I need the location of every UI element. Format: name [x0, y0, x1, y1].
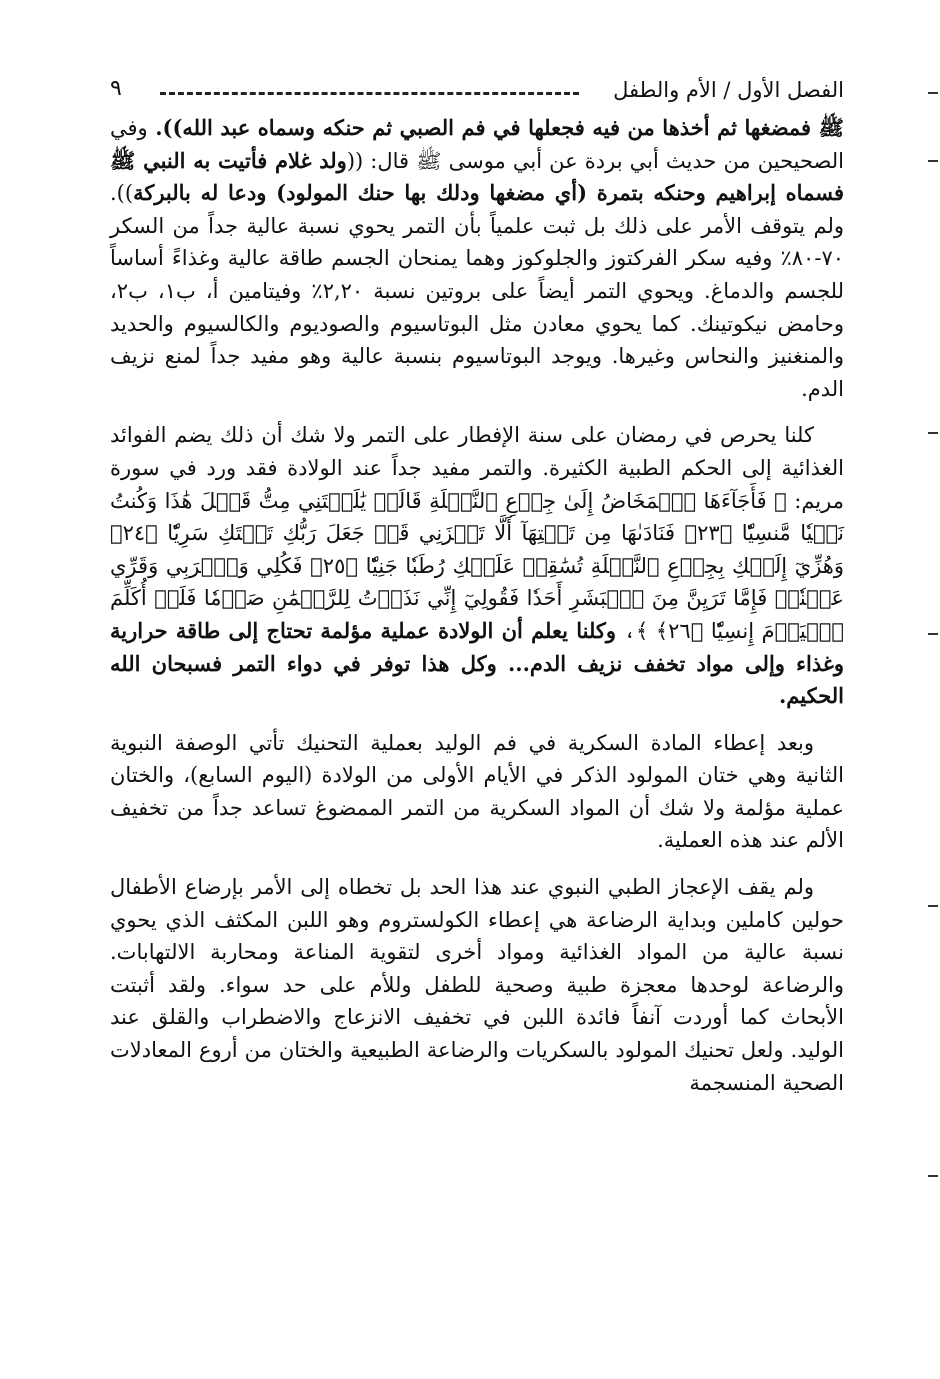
paragraph: [110, 727, 844, 857]
body-text: [110, 112, 844, 1099]
margin-mark: [928, 633, 938, 635]
book-page: [110, 72, 844, 1099]
emphasized-text: وكلنا يعلم أن الولادة عملية مؤلمة تحتاج إلى طاقة حرارية وغذاء وإلى مواد تخفف نزيف الدم... وكل هذا توفر في دواء التمر فسبحان الله الحكيم.: [110, 617, 844, 709]
body-text-span: وبعد إعطاء المادة السكرية في فم الوليد بعملية التحنيك تأتي الوصفة النبوية الثانية وهي ختان المولود الذكر في الأيام الأولى من الولادة (اليوم السابع)، والختان عملية مؤلمة ولا شك أن المواد السكرية من التمر الممضوغ تساعد جداً من تخفيف الألم عند هذه العملية.: [110, 730, 844, 853]
hadith-text: ﷺ فمضغها ثم أخذها من فيه فجعلها في فم الصبي ثم حنكه وسماه عبد الله)).: [147, 115, 844, 140]
body-text-span: وفي الصحيحين من حديث أبي بردة عن أبي موسى ﷺ قال: ((: [110, 116, 844, 173]
margin-mark: [928, 92, 938, 94]
dotted-leader: [160, 92, 579, 95]
page-number: ٩: [110, 76, 122, 101]
quran-verse: ﴿ فَأَجَآءَهَا ٱلۡمَخَاضُ إِلَىٰ جِذۡعِ ٱلنَّخۡلَةِ قَالَتۡ يَٰلَيۡتَنِي مِتُّ قَبۡلَ هَٰذَا وَكُنتُ نَسۡيٗا مَّنسِيّٗا ﴿٢٣﴾ فَنَادَىٰهَا مِن تَحۡتِهَآ أَلَّا تَحۡزَنِي قَدۡ جَعَلَ رَبُّكِ تَحۡتَكِ سَرِيّٗا ﴿٢٤﴾ وَهُزِّيٓ إِلَيۡكِ بِجِذۡعِ ٱلنَّخۡلَةِ تُسَٰقِطۡ عَلَيۡكِ رُطَبٗا جَنِيّٗا ﴿٢٥﴾ فَكُلِي وَٱشۡرَبِي وَقَرِّي عَيۡنٗاۖ فَإِمَّا تَرَيِنَّ مِنَ ٱلۡبَشَرِ أَحَدٗا فَقُولِيٓ إِنِّي نَذَرۡتُ لِلرَّحۡمَٰنِ صَوۡمٗا فَلَنۡ أُكَلِّمَ ٱلۡيَوۡمَ إِنسِيّٗا ﴿٢٦﴾ ﴾: [110, 488, 845, 643]
body-text-span: كلنا يحرص في رمضان على سنة الإفطار على التمر ولا شك أن ذلك يضم الفوائد الغذائية إلى الحكم الطبية الكثيرة. والتمر مفيد جداً عند الولادة فقد ورد في سورة مريم:: [110, 423, 844, 513]
margin-mark: [928, 160, 938, 162]
margin-mark: [928, 1175, 938, 1177]
paragraph: [110, 112, 844, 405]
chapter-title: الفصل الأول / الأم والطفل: [613, 78, 844, 102]
body-text-span: ولم يقف الإعجاز الطبي النبوي عند هذا الحد بل تخطاه إلى الأمر بإرضاع الأطفال حولين كاملين وبداية الرضاعة هي إعطاء الكولستروم وهو اللبن المكثف الذي يحوي نسبة عالية من المواد الغذائية ومواد أخرى لتقوية المناعة ومحاربة الالتهابات. والرضاعة لوحدها معجزة طبية وصحية للطفل وللأم على حد سواء. ولقد أثبتت الأبحاث كما أوردت آنفاً فائدة اللبن في تخفيف الانزعاج والاضطراب والقلق عند الوليد. ولعل تحنيك المولود بالسكريات والرضاعة الطبيعية والختان من أروع المعادلات الصحية المنسجمة: [110, 875, 844, 1095]
paragraph: [110, 871, 844, 1099]
body-text-span: )). ولم يتوقف الأمر على ذلك بل ثبت علمياً بأن التمر يحوي نسبة عالية جداً من السكر ٧٠-٨٠٪ وفيه سكر الفركتوز والجلوكوز وهما يمنحان الجسم طاقة عالية وغذاءً أساساً للجسم والدماغ. ويحوي التمر أيضاً على بروتين نسبة ٢,٢٠٪ وفيتامين أ، ب١، ب٢، وحامض نيكوتينك. كما يحوي معادن مثل البوتاسيوم والصوديوم والكالسيوم والحديد والمنغنيز والنحاس وغيرها. ويوجد البوتاسيوم بنسبة عالية وهو مفيد جداً لمنع نزيف الدم.: [110, 181, 844, 401]
margin-mark: [928, 432, 938, 434]
margin-mark: [928, 905, 938, 907]
body-text-span: ،: [616, 618, 636, 643]
paragraph: [110, 419, 844, 712]
hadith-text: ولد غلام فأتيت به النبي ﷺ فسماه إبراهيم وحنكه بتمرة (أي مضغها ودلك بها حنك المولود) ودعا له بالبركة: [110, 147, 844, 206]
running-head: [110, 72, 844, 112]
